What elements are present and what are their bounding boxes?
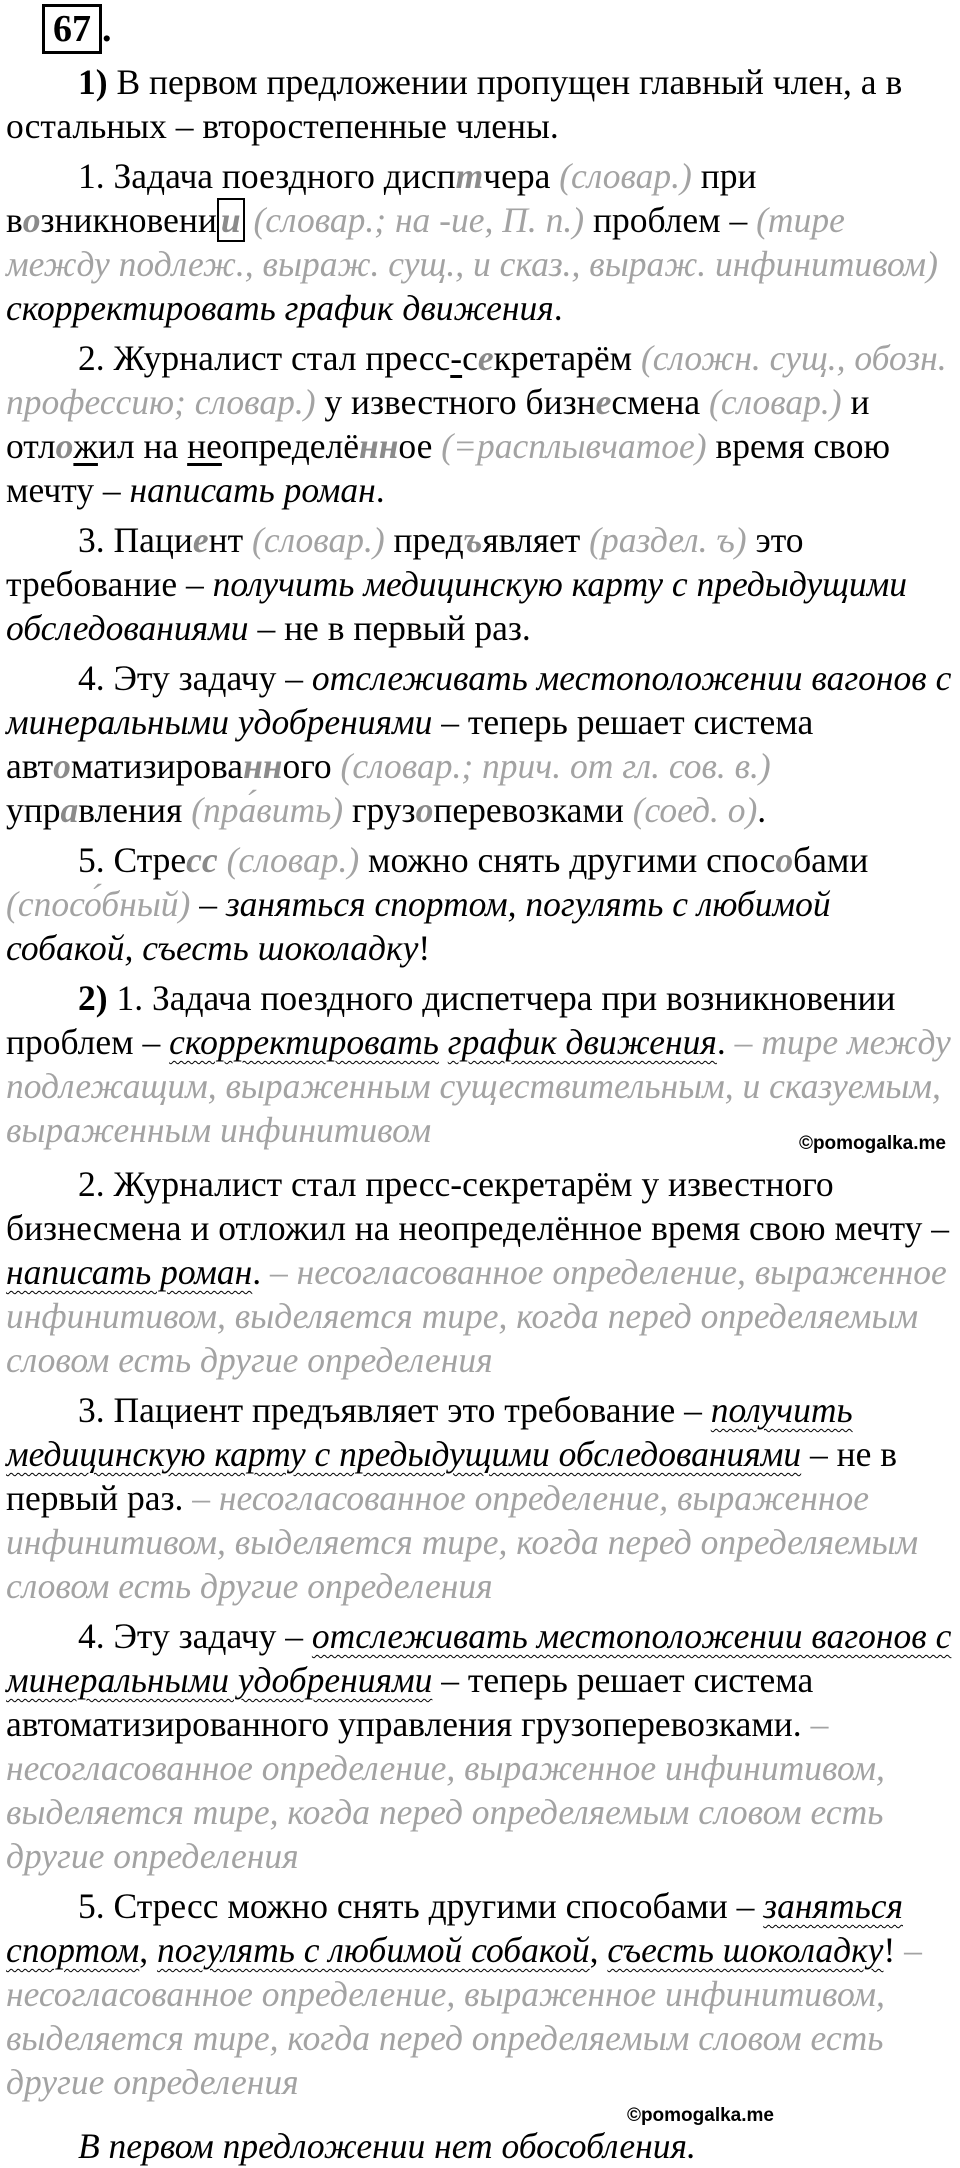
text-run: . [375, 470, 385, 510]
conclusion [6, 2124, 954, 2168]
exercise-header [6, 4, 954, 54]
predicate-underlined: скорректировать [169, 1022, 439, 1062]
part2-sentence-2 [6, 1162, 954, 1382]
text-run: и отл [6, 382, 870, 466]
text-run: – [190, 884, 226, 924]
text-run: упр [6, 790, 61, 830]
part2-sentence-3 [6, 1388, 954, 1608]
text-run: 2. Журналист стал пресс [78, 338, 451, 378]
part1-intro [6, 60, 954, 148]
text-run: , [589, 1930, 608, 1970]
definition-underlined: написать роман [6, 1252, 253, 1292]
grammar-note: (раздел. ъ) [589, 520, 747, 560]
italic-phrase: написать роман [129, 470, 376, 510]
highlighted-letter: е [477, 338, 494, 378]
text-run: зникновени [40, 200, 217, 240]
grammar-note: (пра́вить) [191, 790, 344, 830]
grammar-note: (словар.) [226, 840, 360, 880]
highlighted-letter: о [415, 790, 434, 830]
grammar-note: (словар.) [252, 520, 385, 560]
grammar-explanation: – несогласованное определение, выраженное инфинитивом, выделяется тире, когда перед определяемым словом есть другие определения [6, 1252, 947, 1380]
text-run: ! [418, 928, 431, 968]
boxed-ending: и [217, 198, 245, 242]
text-run: 2. Журналист стал пресс-секретарём у известного бизнесмена и отложил на неопределённое время свою мечту – [6, 1164, 950, 1248]
highlighted-letters: сс [186, 840, 218, 880]
text-run: перевозками [433, 790, 633, 830]
text-run: можно снять другими спос [359, 840, 776, 880]
highlighted-letter: е [192, 520, 209, 560]
text-run: матизирова [70, 746, 244, 786]
text-run: ! [883, 1930, 905, 1970]
text-run: . [757, 790, 767, 830]
definition-underlined: получить медицинскую карту с предыдущими обследованиями [6, 1390, 853, 1474]
part1-label: 1) [78, 62, 108, 102]
italic-phrase: заняться спортом, погулять с любимой собакой, съесть шоколадку [6, 884, 831, 968]
text-run: нт [208, 520, 253, 560]
grammar-note: (словар.) [559, 156, 692, 196]
italic-phrase: скорректировать график движения [6, 288, 554, 328]
text-run: 1. Задача поездного дисп [78, 156, 456, 196]
text-run: 5. Стре [78, 840, 187, 880]
text-run: пред [384, 520, 464, 560]
grammar-note: (тире между подлеж., выраж. сущ., и сказ., выраж. инфинитивом) [6, 200, 938, 284]
part1-sentence-3 [6, 518, 954, 650]
text-run: ого [282, 746, 341, 786]
highlighted-letter: а [60, 790, 79, 830]
grammar-note: (спосо́бный) [6, 884, 191, 924]
italic-phrase: отслеживать местоположении вагонов с минеральными удобрениями [6, 658, 952, 742]
text-run: ил на [97, 426, 188, 466]
text-run: – теперь решает система авт [6, 702, 814, 786]
text-run [439, 1022, 448, 1062]
underlined-hyphen: - [450, 338, 463, 378]
text-run: смена [611, 382, 710, 422]
grammar-note: (соед. о) [632, 790, 758, 830]
text-run: 1. Задача поездного диспетчера при возникновении проблем – [6, 978, 896, 1062]
highlighted-letter: о [22, 200, 41, 240]
highlighted-letters: нн [243, 746, 283, 786]
highlighted-letter: о [55, 426, 74, 466]
text-run: ое [398, 426, 442, 466]
highlighted-letter: о [775, 840, 794, 880]
part1-sentence-1 [6, 154, 954, 330]
text-run: груз [343, 790, 416, 830]
part1-sentence-2 [6, 336, 954, 512]
exercise-number: 67 [42, 4, 102, 54]
text-run: 4. Эту задачу – [78, 1616, 312, 1656]
text-run: являет [482, 520, 590, 560]
grammar-explanation: – несогласованное определение, выраженное инфинитивом, выделяется тире, когда перед определяемым словом есть другие определения [6, 1704, 885, 1876]
part1-intro-text: В первом предложении пропущен главный член, а в остальных – второстепенные члены. [6, 62, 903, 146]
definition-underlined: заняться спортом [6, 1886, 904, 1970]
text-run [218, 840, 227, 880]
text-run: вления [78, 790, 192, 830]
text-run: определё [221, 426, 359, 466]
part1-sentence-5 [6, 838, 954, 970]
text-run: проблем – [584, 200, 757, 240]
watermark: ©pomogalka.me [798, 1133, 946, 1154]
text-run: время свою мечту – [6, 426, 890, 510]
exercise-number-dot: . [102, 8, 112, 50]
part2-sentence-1 [6, 976, 954, 1152]
conclusion-text: В первом предложении нет обособления. [78, 2126, 696, 2166]
grammar-note: (сложн. сущ., обозн. профессию; словар.) [6, 338, 947, 422]
text-run: бами [793, 840, 869, 880]
text-run: 3. Пациент предъявляет это требование – [78, 1390, 711, 1430]
grammar-explanation: – тире между подлежащим, выраженным существительным, и сказуемым, выраженным инфинитивом [6, 1022, 951, 1150]
highlighted-letter: е [595, 382, 612, 422]
grammar-note: (словар.) [709, 382, 842, 422]
definition-underlined: погулять с любимой собакой [156, 1930, 590, 1970]
definition-underlined: съесть шоколадку [607, 1930, 884, 1970]
part2-sentence-5 [6, 1884, 954, 2104]
text-run: при в [6, 156, 757, 240]
grammar-note: (словар.; прич. от гл. сов. в.) [340, 746, 771, 786]
text-run: – не в первый раз. [6, 1434, 898, 1518]
highlighted-letters: нн [358, 426, 399, 466]
part2-label: 2) [78, 978, 108, 1018]
highlighted-letter: ъ [463, 520, 483, 560]
watermark: ©pomogalka.me [626, 2105, 774, 2126]
text-run: . [716, 1022, 735, 1062]
part2-sentence-4 [6, 1614, 954, 1878]
text-run: 5. Стресс можно снять другими способами – [78, 1886, 764, 1926]
text-run: с [462, 338, 478, 378]
grammar-explanation: – несогласованное определение, выраженное инфинитивом, выделяется тире, когда перед определяемым словом есть другие определения [6, 1930, 922, 2102]
text-run: , [139, 1930, 157, 1970]
text-run: чера [483, 156, 560, 196]
text-run: . [252, 1252, 271, 1292]
part1-sentence-4 [6, 656, 954, 832]
highlighted-letter: о [53, 746, 71, 786]
grammar-explanation: – несогласованное определение, выраженное инфинитивом, выделяется тире, когда перед определяемым словом есть другие определения [6, 1478, 919, 1606]
text-run: 4. Эту задачу – [78, 658, 312, 698]
text-run: это требование – [6, 520, 804, 604]
text-run: – не в первый раз. [248, 608, 531, 648]
grammar-note: (словар.; на -ие, П. п.) [253, 200, 585, 240]
text-run: у известного бизн [315, 382, 596, 422]
grammar-note: (=расплывчатое) [441, 426, 707, 466]
text-run: кретарём [493, 338, 641, 378]
highlighted-letter: т [455, 156, 484, 196]
underlined-letter: ж [73, 426, 98, 466]
underlined-prefix: не [187, 426, 222, 466]
text-run: . [553, 288, 563, 328]
italic-phrase: получить медицинскую карту с предыдущими обследованиями [6, 564, 908, 648]
definition-underlined: отслеживать местоположении вагонов с минеральными удобрениями [6, 1616, 952, 1700]
text-run: – теперь решает система автоматизированного управления грузоперевозками. [6, 1660, 814, 1744]
definition-underlined: график движения [447, 1022, 717, 1062]
text-run: 3. Паци [78, 520, 193, 560]
